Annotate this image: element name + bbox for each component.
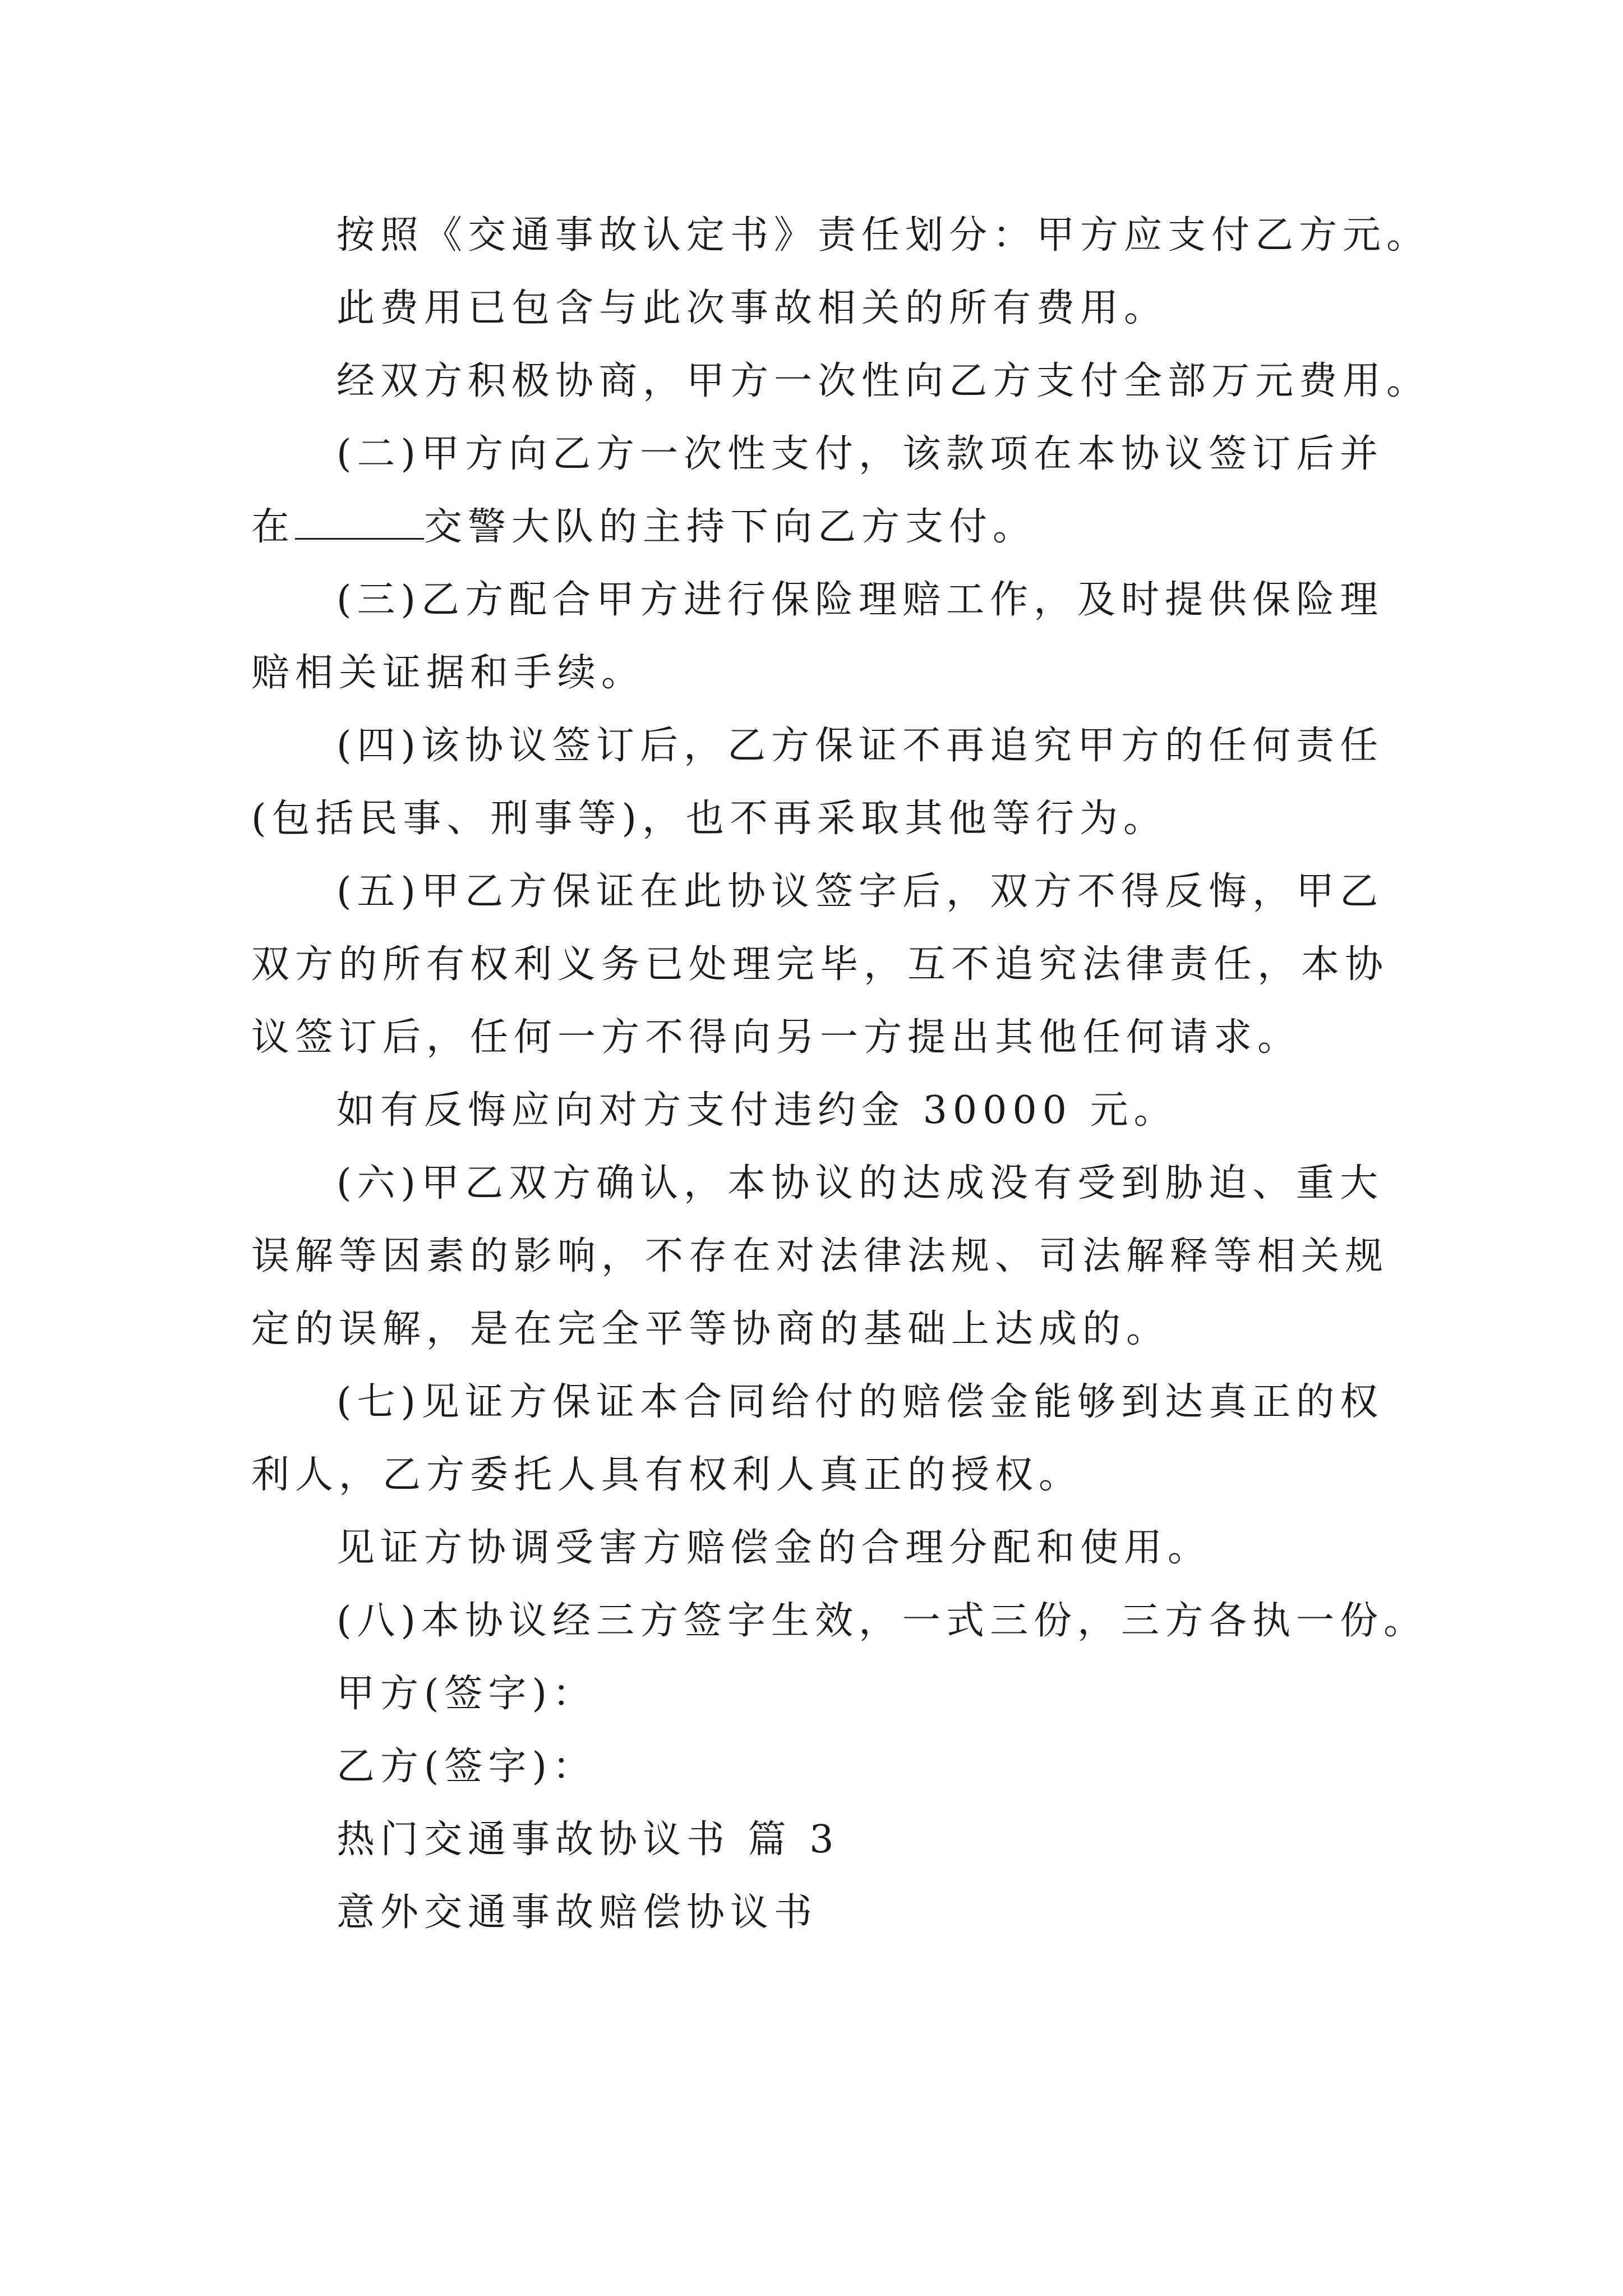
paragraph-line: 如有反悔应向对方支付违约金 30000 元。 (336, 1088, 1178, 1133)
paragraph-line: 见证方协调受害方赔偿金的合理分配和使用。 (336, 1526, 1212, 1570)
paragraph-line: (四)该协议签订后，乙方保证不再追究甲方的任何责任 (336, 724, 1384, 768)
line-suffix: 交警大队的主持下向乙方支付。 (424, 505, 1037, 549)
signature-line-party-b: 乙方(签字)： (336, 1745, 597, 1789)
paragraph-line: (五)甲乙方保证在此协议签字后，双方不得反悔，甲乙 (336, 869, 1384, 914)
paragraph-line: 定的误解，是在完全平等协商的基础上达成的。 (251, 1307, 1170, 1351)
fill-in-blank (295, 504, 424, 540)
section-heading: 热门交通事故协议书 篇 3 (336, 1818, 840, 1862)
paragraph-line: 经双方积极协商，甲方一次性向乙方支付全部万元费用。 (336, 359, 1431, 403)
paragraph-line: (二)甲方向乙方一次性支付，该款项在本协议签订后并 (336, 432, 1384, 476)
line-prefix: 在 (251, 505, 296, 549)
paragraph-line: (七)见证方保证本合同给付的赔偿金能够到达真正的权 (336, 1380, 1384, 1424)
signature-line-party-a: 甲方(签字)： (336, 1672, 597, 1716)
paragraph-line: 赔相关证据和手续。 (251, 651, 645, 695)
paragraph-line: 此费用已包含与此次事故相关的所有费用。 (336, 286, 1168, 330)
paragraph-line: (八)本协议经三方签字生效，一式三份，三方各执一份。 (336, 1599, 1428, 1643)
paragraph-line: (三)乙方配合甲方进行保险理赔工作，及时提供保险理 (336, 578, 1384, 622)
paragraph-line: 利人，乙方委托人具有权利人真正的授权。 (251, 1453, 1083, 1497)
document-title: 意外交通事故赔偿协议书 (336, 1890, 818, 1935)
paragraph-line: (包括民事、刑事等)，也不再采取其他等行为。 (251, 797, 1168, 841)
paragraph-line: 误解等因素的影响，不存在对法律法规、司法解释等相关规 (251, 1234, 1389, 1278)
paragraph-line: 按照《交通事故认定书》责任划分：甲方应支付乙方元。 (336, 213, 1431, 257)
paragraph-line: 议签订后，任何一方不得向另一方提出其他任何请求。 (251, 1015, 1302, 1060)
paragraph-line: 双方的所有权利义务已处理完毕，互不追究法律责任，本协 (251, 942, 1389, 987)
paragraph-line-with-blank (251, 500, 1036, 554)
paragraph-line: (六)甲乙双方确认，本协议的达成没有受到胁迫、重大 (336, 1161, 1384, 1205)
